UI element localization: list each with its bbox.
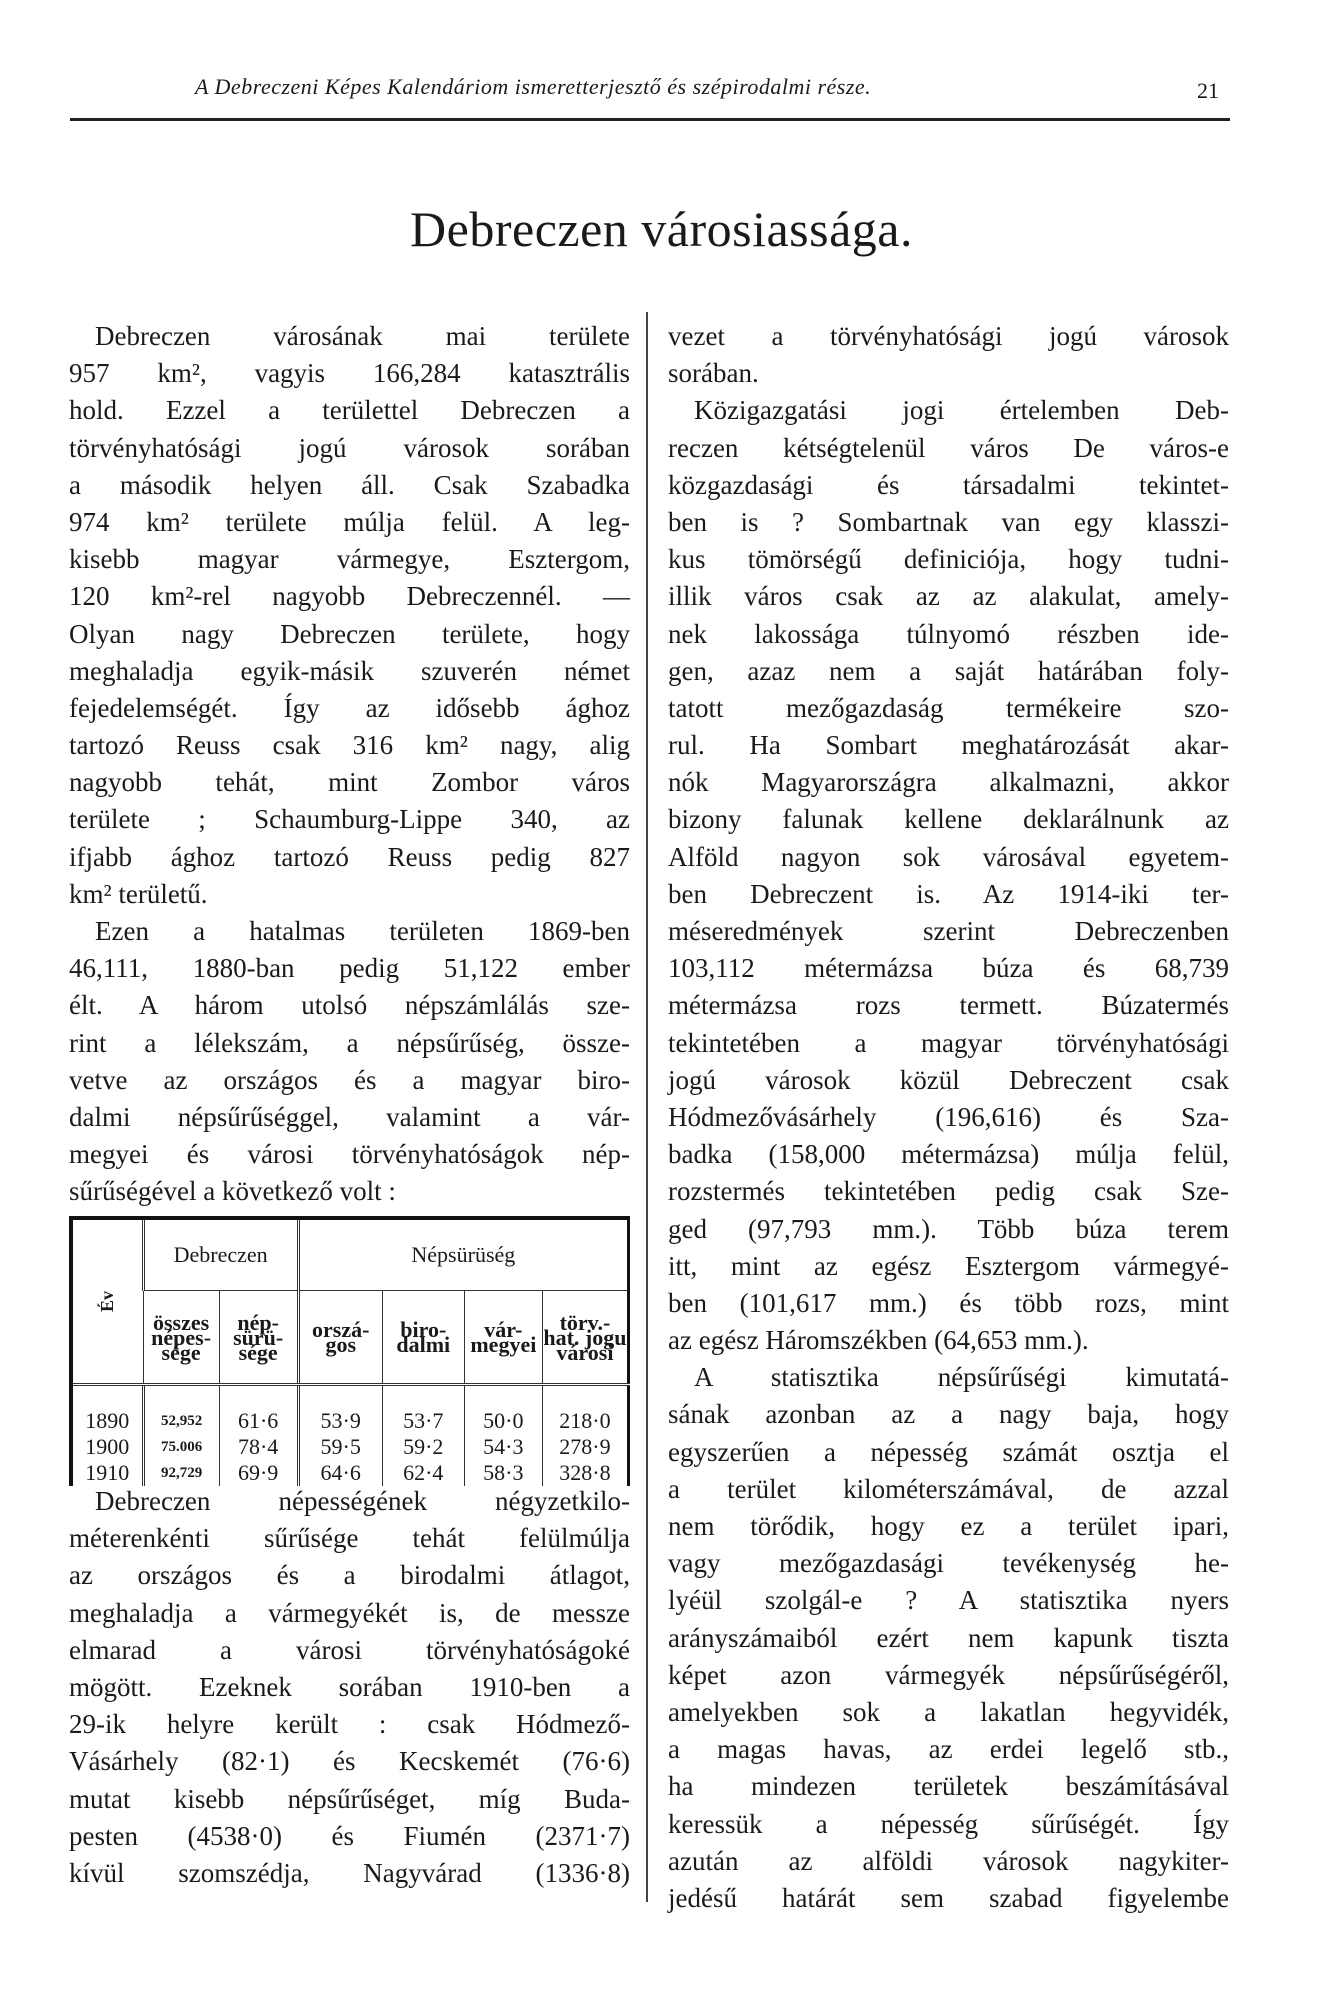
text-line: sorában.: [668, 358, 759, 389]
value-cell: 75.006: [143, 1434, 219, 1460]
value-cell: 52,952: [143, 1385, 219, 1435]
text-line: lyéül szolgál-e ? A statisztika nyers: [668, 1585, 1229, 1616]
text-line: megyei és városi törvényhatóságok nép-: [69, 1139, 630, 1170]
left-column-text-top: [69, 318, 630, 1211]
text-line: dalmi népsűrűséggel, valamint a vár-: [69, 1101, 630, 1132]
column-header: törv.-hat. jogu városi: [542, 1291, 628, 1385]
text-line: Ezen a hatalmas területen 1869-ben: [95, 916, 630, 946]
text-line: a terület kilométerszámával, de azzal: [668, 1473, 1229, 1504]
text-line: tartozó Reuss csak 316 km² nagy, alig: [69, 730, 630, 761]
text-line: fejedelemségét. Így az idősebb ághoz: [69, 692, 630, 723]
text-line: a második helyen áll. Csak Szabadka: [69, 469, 630, 500]
text-line: egyszerűen a népesség számát osztja el: [668, 1436, 1229, 1467]
column-header: összes népes-sége: [143, 1291, 219, 1385]
value-cell: 53·7: [382, 1385, 464, 1435]
value-cell: 78·4: [219, 1434, 298, 1460]
text-line: kisebb magyar vármegye, Esztergom,: [69, 544, 630, 575]
text-line: 29-ik helyre került : csak Hódmező-: [69, 1709, 630, 1740]
text-line: rul. Ha Sombart meghatározását akar-: [668, 730, 1229, 761]
text-line: élt. A három utolsó népszámlálás sze-: [69, 990, 630, 1021]
text-line: méterenkénti sűrűsége tehát felülmúlja: [69, 1523, 630, 1554]
year-cell: 1910: [85, 1460, 130, 1485]
year-cell: 1890: [85, 1408, 130, 1433]
text-line: hold. Ezzel a területtel Debreczen a: [69, 395, 630, 426]
value-cell: 58·3: [464, 1460, 542, 1486]
column-header: biro-dalmi: [382, 1291, 464, 1385]
text-line: ben is ? Sombartnak van egy klasszi-: [668, 506, 1229, 537]
text-line: törvényhatósági jogú városok sorában: [69, 432, 630, 463]
text-line: gen, azaz nem a saját határában foly-: [668, 655, 1229, 686]
column-header: orszá-gos: [298, 1291, 382, 1385]
text-line: Közigazgatási jogi értelemben Deb-: [694, 395, 1229, 426]
text-line: pesten (4538·0) és Fiumén (2371·7): [69, 1820, 630, 1851]
text-line: 957 km², vagyis 166,284 katasztrális: [69, 358, 630, 389]
text-line: vezet a törvényhatósági jogú városok: [668, 321, 1229, 351]
text-line: Vásárhely (82·1) és Kecskemét (76·6): [69, 1746, 630, 1777]
text-line: jogú városok közül Debreczent csak: [668, 1064, 1229, 1095]
text-line: illik város csak az az alakulat, amely-: [668, 581, 1229, 612]
text-line: Debreczen népességének négyzetkilo-: [95, 1486, 630, 1516]
text-line: ifjabb ághoz tartozó Reuss pedig 827: [69, 841, 630, 872]
text-line: területe ; Schaumburg-Lippe 340, az: [69, 804, 630, 835]
text-line: sűrűségével a következő volt :: [69, 1176, 396, 1207]
table-row: [71, 1434, 629, 1460]
text-line: vetve az országos és a magyar biro-: [69, 1064, 630, 1095]
header-rule: [70, 118, 1230, 121]
text-line: A statisztika népsűrűségi kimutatá-: [694, 1362, 1229, 1393]
text-line: a magas havas, az erdei legelő stb.,: [668, 1734, 1229, 1765]
text-line: 46,111, 1880-ban pedig 51,122 ember: [69, 953, 630, 984]
text-line: ged (97,793 mm.). Több búza terem: [668, 1213, 1229, 1244]
column-divider: [646, 312, 648, 1902]
right-column-text: [668, 318, 1229, 1917]
value-cell: 218·0: [542, 1385, 628, 1435]
page-number: 21: [1197, 78, 1219, 103]
column-header: vár-megyei: [464, 1291, 542, 1385]
text-line: nagyobb tehát, mint Zombor város: [69, 767, 630, 798]
text-line: elmarad a városi törvényhatóságoké: [69, 1634, 630, 1665]
text-line: tatott mezőgazdaság termékeire szo-: [668, 692, 1229, 723]
table-row: [71, 1385, 629, 1435]
text-line: ben (101,617 mm.) és több rozs, mint: [668, 1287, 1229, 1318]
text-line: Debreczen városának mai területe: [95, 321, 630, 351]
text-line: meghaladja a vármegyékét is, de messze: [69, 1597, 630, 1628]
text-line: az egész Háromszékben (64,653 mm.).: [668, 1325, 1089, 1356]
text-line: tekintetében a magyar törvényhatósági: [668, 1027, 1229, 1058]
text-line: bizony falunak kellene deklarálnunk az: [668, 804, 1229, 835]
text-line: meghaladja egyik-másik szuverén német: [69, 655, 630, 686]
text-line: ben Debreczent is. Az 1914-iki ter-: [668, 878, 1229, 909]
text-line: Hódmezővásárhely (196,616) és Sza-: [668, 1101, 1229, 1132]
value-cell: 59·2: [382, 1434, 464, 1460]
text-line: nók Magyarországra alkalmazni, akkor: [668, 767, 1229, 798]
value-cell: 278·9: [542, 1434, 628, 1460]
value-cell: 54·3: [464, 1434, 542, 1460]
text-line: itt, mint az egész Esztergom vármegyé-: [668, 1250, 1229, 1281]
text-line: 120 km²-rel nagyobb Debreczennél. —: [69, 581, 630, 612]
value-cell: 59·5: [298, 1434, 382, 1460]
text-line: rint a lélekszám, a népsűrűség, össze-: [69, 1027, 630, 1058]
value-cell: 53·9: [298, 1385, 382, 1435]
text-line: 974 km² területe múlja felül. A leg-: [69, 506, 630, 537]
text-line: nek lakossága túlnyomó részben ide-: [668, 618, 1229, 649]
left-column-text-bottom: [69, 1483, 630, 1892]
year-cell: 1900: [85, 1434, 130, 1459]
text-line: vagy mezőgazdasági tevékenység he-: [668, 1548, 1229, 1579]
text-line: nem törődik, hogy ez a terület ipari,: [668, 1511, 1229, 1541]
population-density-table: [69, 1216, 630, 1486]
value-cell: 62·4: [382, 1460, 464, 1486]
text-line: Olyan nagy Debreczen területe, hogy: [69, 618, 630, 649]
text-line: reczen kétségtelenül város De város-e: [668, 432, 1229, 463]
text-line: métermázsa rozs termett. Búzatermés: [668, 990, 1229, 1021]
value-cell: 64·6: [298, 1460, 382, 1486]
value-cell: 69·9: [219, 1460, 298, 1486]
text-line: keressük a népesség sűrűségét. Így: [668, 1808, 1229, 1839]
text-line: képet azon vármegyék népsűrűségéről,: [668, 1659, 1229, 1690]
text-line: mögött. Ezeknek sorában 1910-ben a: [69, 1671, 630, 1702]
text-line: sának azonban az a nagy baja, hogy: [668, 1399, 1229, 1430]
text-line: az országos és a birodalmi átlagot,: [69, 1560, 630, 1591]
value-cell: 92,729: [143, 1460, 219, 1486]
column-header: nép-sürü-sége: [219, 1291, 298, 1385]
text-line: jedésű határát sem szabad figyelembe: [668, 1882, 1229, 1913]
text-line: ha mindezen területek beszámításával: [668, 1771, 1229, 1802]
value-cell: 328·8: [542, 1460, 628, 1486]
value-cell: 61·6: [219, 1385, 298, 1435]
text-line: közgazdasági és társadalmi tekintet-: [668, 469, 1229, 500]
year-header: Év: [71, 1218, 143, 1385]
text-line: amelyekben sok a lakatlan hegyvidék,: [668, 1696, 1229, 1727]
text-line: km² területű.: [69, 878, 208, 909]
text-line: azután az alföldi városok nagykiter-: [668, 1845, 1229, 1876]
table-subheader-row: [71, 1291, 629, 1385]
article-title: Debreczen városiassága.: [410, 201, 913, 257]
text-line: kus tömörségű definiciója, hogy tudni-: [668, 544, 1229, 575]
value-cell: 50·0: [464, 1385, 542, 1435]
group-header-nepsuruseg: Népsürüség: [298, 1218, 628, 1291]
text-line: mutat kisebb népsűrűséget, míg Buda-: [69, 1783, 630, 1814]
text-line: rozstermés tekintetében pedig csak Sze-: [668, 1176, 1229, 1207]
text-line: Alföld nagyon sok városával egyetem-: [668, 841, 1229, 872]
text-line: arányszámaiból ezért nem kapunk tiszta: [668, 1622, 1229, 1653]
text-line: méseredmények szerint Debreczenben: [668, 916, 1229, 946]
running-header: A Debreczeni Képes Kalendáriom ismeretterjesztő és szépirodalmi része.: [195, 74, 872, 99]
text-line: kívül szomszédja, Nagyvárad (1336·8): [69, 1857, 630, 1888]
text-line: badka (158,000 métermázsa) múlja felül,: [668, 1139, 1229, 1170]
text-line: 103,112 métermázsa búza és 68,739: [668, 953, 1229, 984]
table-header-row: [71, 1218, 629, 1291]
group-header-debreczen: Debreczen: [143, 1218, 298, 1291]
